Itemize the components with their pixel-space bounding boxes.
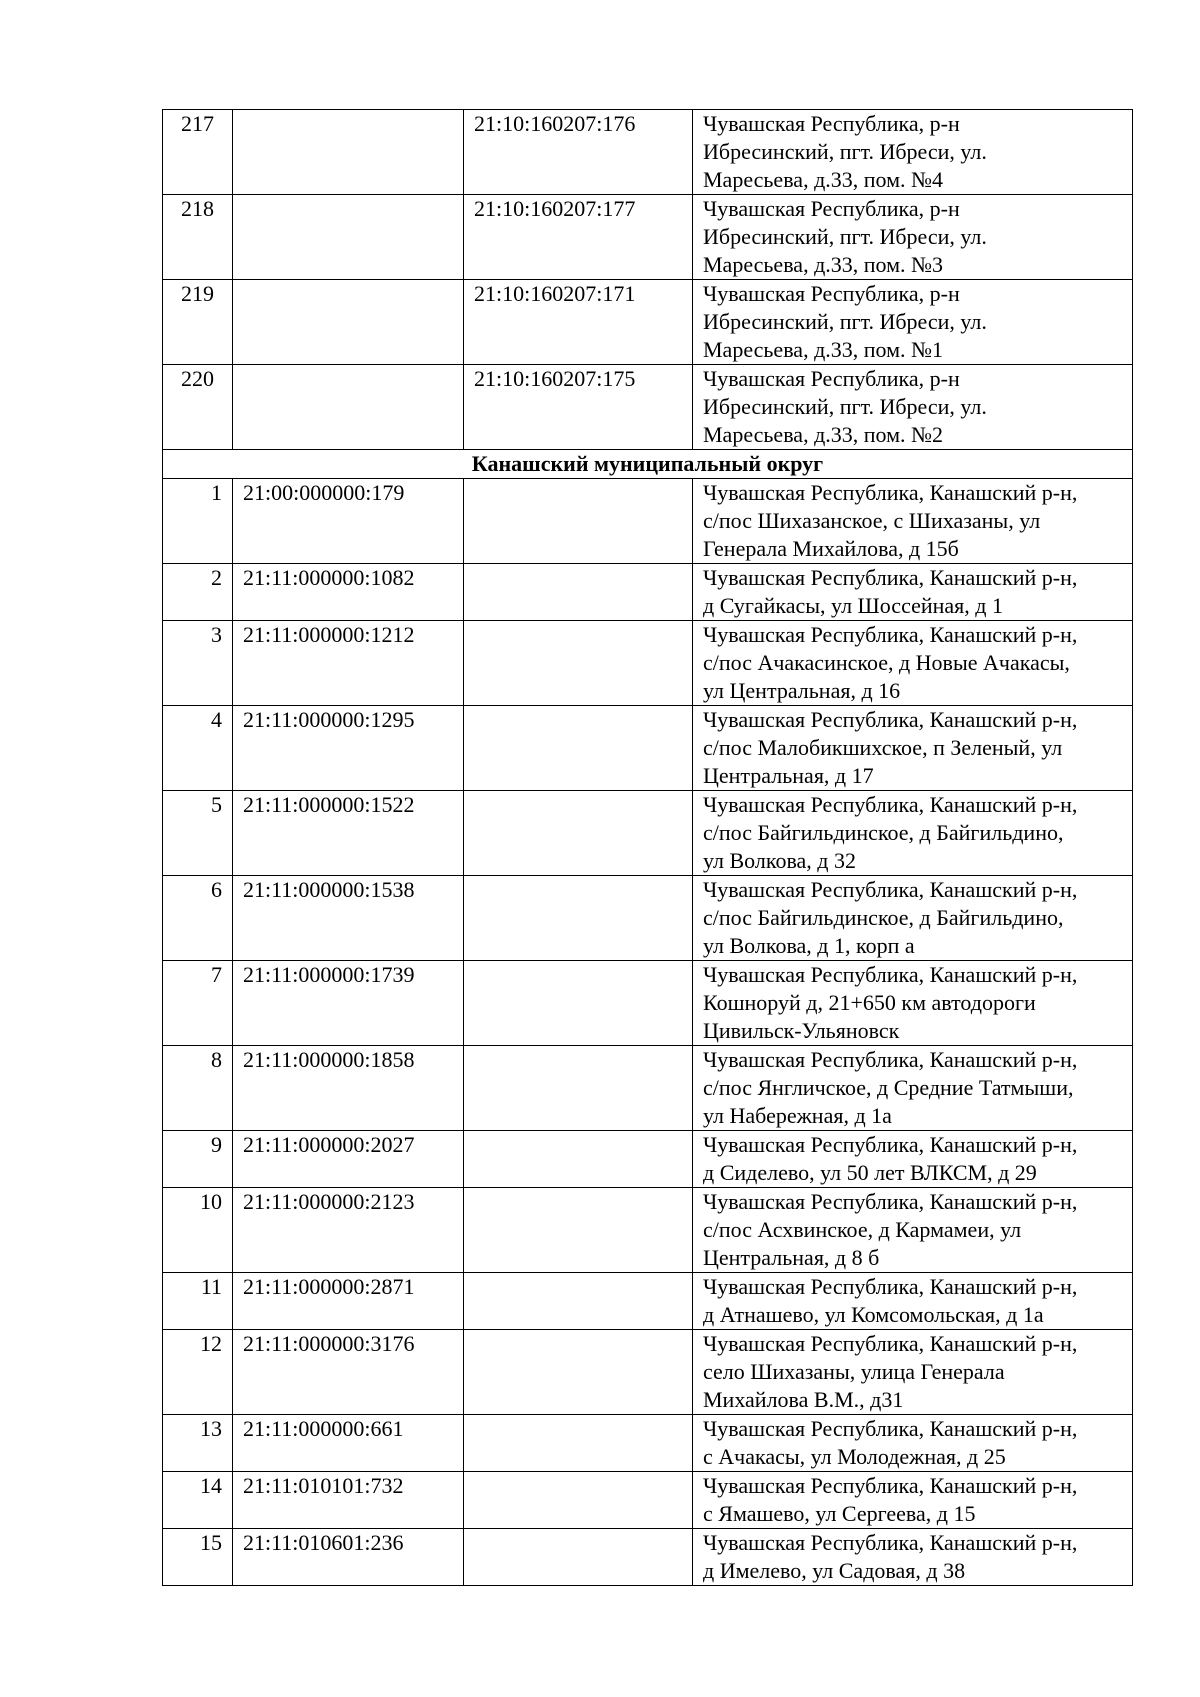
table-row [163, 195, 1133, 280]
row-number: 13 [163, 1415, 233, 1472]
cadastral-number-alt-cell [464, 1472, 693, 1529]
table-row [163, 564, 1133, 621]
address-cell: Чувашская Республика, Канашский р-н, Кошноруй д, 21+650 км автодороги Цивильск-Ульяновск [693, 961, 1133, 1046]
cadastral-number-alt-cell [464, 1046, 693, 1131]
cadastral-number-cell: 21:11:000000:1522 [233, 791, 464, 876]
cadastral-number-cell [233, 110, 464, 195]
address-cell: Чувашская Республика, Канашский р-н, с/пос Ачакасинское, д Новые Ачакасы, ул Центральная, д 16 [693, 621, 1133, 706]
cadastral-number-alt-cell [464, 1529, 693, 1586]
section-header-row [163, 450, 1133, 479]
cadastral-number-alt-cell [464, 791, 693, 876]
cadastral-number-alt-cell: 21:10:160207:171 [464, 280, 693, 365]
cadastral-number-cell: 21:11:000000:2123 [233, 1188, 464, 1273]
table-row [163, 1330, 1133, 1415]
cadastral-number-alt-cell [464, 479, 693, 564]
cadastral-number-cell: 21:11:010101:732 [233, 1472, 464, 1529]
table-row [163, 706, 1133, 791]
row-number: 220 [163, 365, 233, 450]
row-number: 1 [163, 479, 233, 564]
cadastral-number-cell: 21:11:000000:1082 [233, 564, 464, 621]
cadastral-number-alt-cell [464, 621, 693, 706]
cadastral-number-cell: 21:11:000000:2871 [233, 1273, 464, 1330]
row-number: 10 [163, 1188, 233, 1273]
table-row [163, 1415, 1133, 1472]
table-row [163, 1472, 1133, 1529]
cadastral-number-alt-cell [464, 961, 693, 1046]
table-row [163, 365, 1133, 450]
address-cell: Чувашская Республика, Канашский р-н, село Шихазаны, улица Генерала Михайлова В.М., д31 [693, 1330, 1133, 1415]
cadastral-number-cell: 21:11:000000:3176 [233, 1330, 464, 1415]
table-row [163, 791, 1133, 876]
cadastral-number-alt-cell [464, 876, 693, 961]
cadastral-number-cell: 21:11:000000:2027 [233, 1131, 464, 1188]
table-row [163, 1046, 1133, 1131]
table-row [163, 1188, 1133, 1273]
address-cell: Чувашская Республика, Канашский р-н, с/пос Янгличское, д Средние Татмыши, ул Набережная, д 1а [693, 1046, 1133, 1131]
table-body-section [163, 479, 1133, 1586]
row-number: 5 [163, 791, 233, 876]
row-number: 3 [163, 621, 233, 706]
cadastral-number-alt-cell [464, 1188, 693, 1273]
table-row [163, 1273, 1133, 1330]
row-number: 9 [163, 1131, 233, 1188]
address-cell: Чувашская Республика, р-н Ибресинский, пгт. Ибреси, ул. Маресьева, д.33, пом. №4 [693, 110, 1133, 195]
row-number: 7 [163, 961, 233, 1046]
address-cell: Чувашская Республика, Канашский р-н, с/пос Малобикшихское, п Зеленый, ул Центральная, д 17 [693, 706, 1133, 791]
address-cell: Чувашская Республика, Канашский р-н, д Сиделево, ул 50 лет ВЛКСМ, д 29 [693, 1131, 1133, 1188]
cadastral-number-alt-cell: 21:10:160207:176 [464, 110, 693, 195]
table-row [163, 1131, 1133, 1188]
property-registry-table [162, 109, 1133, 1586]
cadastral-number-alt-cell [464, 706, 693, 791]
section-title: Канашский муниципальный округ [163, 450, 1133, 479]
cadastral-number-cell: 21:00:000000:179 [233, 479, 464, 564]
row-number: 15 [163, 1529, 233, 1586]
table-row [163, 1529, 1133, 1586]
row-number: 11 [163, 1273, 233, 1330]
row-number: 12 [163, 1330, 233, 1415]
table-row [163, 621, 1133, 706]
cadastral-number-cell: 21:11:000000:661 [233, 1415, 464, 1472]
address-cell: Чувашская Республика, Канашский р-н, с Ямашево, ул Сергеева, д 15 [693, 1472, 1133, 1529]
address-cell: Чувашская Республика, Канашский р-н, д Сугайкасы, ул Шоссейная, д 1 [693, 564, 1133, 621]
address-cell: Чувашская Республика, р-н Ибресинский, пгт. Ибреси, ул. Маресьева, д.33, пом. №3 [693, 195, 1133, 280]
address-cell: Чувашская Республика, Канашский р-н, с/пос Асхвинское, д Кармамеи, ул Центральная, д 8 б [693, 1188, 1133, 1273]
row-number: 217 [163, 110, 233, 195]
address-cell: Чувашская Республика, Канашский р-н, д Атнашево, ул Комсомольская, д 1а [693, 1273, 1133, 1330]
cadastral-number-cell: 21:11:000000:1858 [233, 1046, 464, 1131]
cadastral-number-cell [233, 365, 464, 450]
cadastral-number-cell [233, 280, 464, 365]
address-cell: Чувашская Республика, Канашский р-н, с/пос Шихазанское, с Шихазаны, ул Генерала Михайлова, д 15б [693, 479, 1133, 564]
row-number: 219 [163, 280, 233, 365]
cadastral-number-alt-cell [464, 1330, 693, 1415]
row-number: 8 [163, 1046, 233, 1131]
cadastral-number-cell: 21:11:000000:1538 [233, 876, 464, 961]
address-cell: Чувашская Республика, Канашский р-н, с/пос Байгильдинское, д Байгильдино, ул Волкова, д 32 [693, 791, 1133, 876]
cadastral-number-alt-cell [464, 564, 693, 621]
cadastral-number-cell: 21:11:000000:1295 [233, 706, 464, 791]
cadastral-number-alt-cell: 21:10:160207:177 [464, 195, 693, 280]
cadastral-number-alt-cell [464, 1415, 693, 1472]
address-cell: Чувашская Республика, Канашский р-н, с/пос Байгильдинское, д Байгильдино, ул Волкова, д 1, корп а [693, 876, 1133, 961]
cadastral-number-cell: 21:11:010601:236 [233, 1529, 464, 1586]
address-cell: Чувашская Республика, Канашский р-н, с Ачакасы, ул Молодежная, д 25 [693, 1415, 1133, 1472]
cadastral-number-alt-cell [464, 1131, 693, 1188]
table-row [163, 961, 1133, 1046]
cadastral-number-alt-cell: 21:10:160207:175 [464, 365, 693, 450]
table-row [163, 110, 1133, 195]
table-body-top [163, 110, 1133, 450]
row-number: 6 [163, 876, 233, 961]
row-number: 218 [163, 195, 233, 280]
address-cell: Чувашская Республика, р-н Ибресинский, пгт. Ибреси, ул. Маресьева, д.33, пом. №2 [693, 365, 1133, 450]
table-row [163, 479, 1133, 564]
address-cell: Чувашская Республика, р-н Ибресинский, пгт. Ибреси, ул. Маресьева, д.33, пом. №1 [693, 280, 1133, 365]
row-number: 4 [163, 706, 233, 791]
cadastral-number-cell [233, 195, 464, 280]
cadastral-number-cell: 21:11:000000:1212 [233, 621, 464, 706]
row-number: 14 [163, 1472, 233, 1529]
address-cell: Чувашская Республика, Канашский р-н, д Имелево, ул Садовая, д 38 [693, 1529, 1133, 1586]
cadastral-number-cell: 21:11:000000:1739 [233, 961, 464, 1046]
section-header-group [163, 450, 1133, 479]
table-row [163, 876, 1133, 961]
table-row [163, 280, 1133, 365]
row-number: 2 [163, 564, 233, 621]
cadastral-number-alt-cell [464, 1273, 693, 1330]
